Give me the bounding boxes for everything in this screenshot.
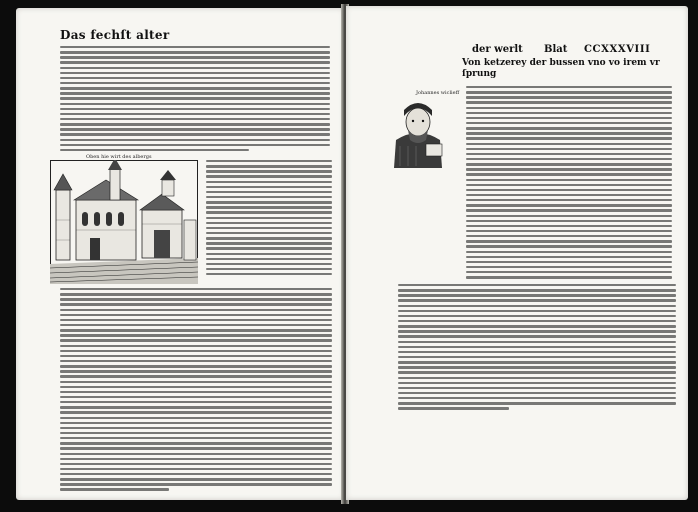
figure-caption: Oben hie wirt des albergs xyxy=(86,154,152,160)
running-head-blat: Blat xyxy=(544,44,568,55)
city-woodcut-illustration xyxy=(50,160,198,284)
text-block-full-width xyxy=(398,284,676,413)
text-block-top xyxy=(60,46,330,154)
right-page xyxy=(346,6,688,500)
portrait-caption: Johannes wiclieff xyxy=(416,90,460,96)
text-column-beside-portrait xyxy=(466,86,672,281)
left-page xyxy=(16,8,344,500)
chapter-title: Von ketzerey der bussen vno vo irem vr ſprung xyxy=(462,58,660,79)
running-head-left: Das fechſt alter xyxy=(60,28,170,42)
folio-number: CCXXXVIII xyxy=(584,44,651,55)
running-head-right: der werlt xyxy=(472,44,523,55)
text-block-bottom xyxy=(60,288,332,494)
portrait-woodcut-illustration xyxy=(386,96,450,168)
text-column-right xyxy=(206,160,332,278)
